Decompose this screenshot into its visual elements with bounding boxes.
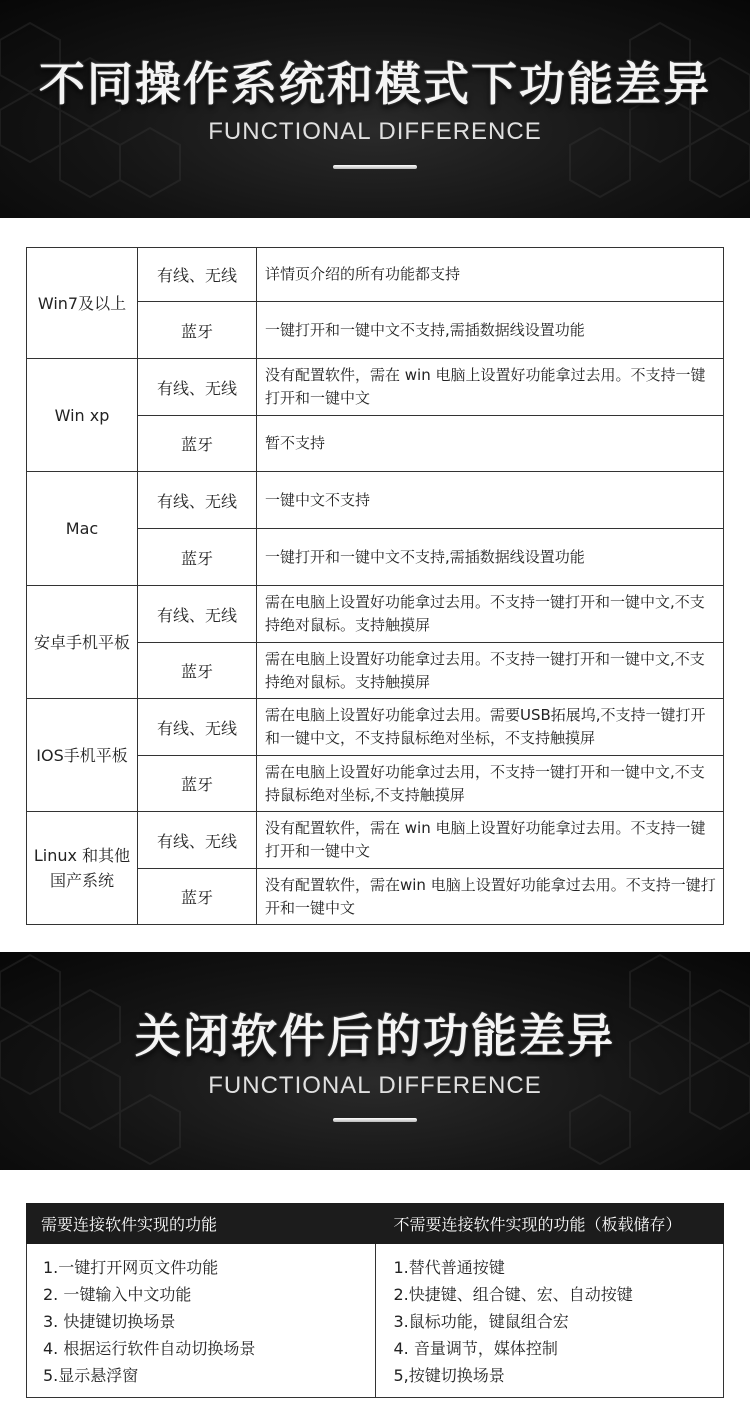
- header-needs-software: 需要连接软件实现的功能: [27, 1204, 376, 1244]
- list-item: 4. 音量调节，媒体控制: [393, 1339, 558, 1358]
- section-title: 关闭软件后的功能差异: [135, 1009, 615, 1063]
- offline-functions-table: [26, 1203, 724, 1398]
- list-item: 2.快捷键、组合键、宏、自动按键: [393, 1285, 633, 1304]
- title-underline: [333, 1118, 417, 1122]
- os-name-cell: Linux 和其他国产系统: [27, 812, 138, 925]
- table-row: [27, 472, 724, 529]
- list-item: 5,按键切换场景: [393, 1366, 505, 1385]
- description-cell: 需在电脑上设置好功能拿过去用，不支持一键打开和一键中文,不支持鼠标绝对坐标,不支持触摸屏: [257, 756, 724, 812]
- mode-cell: 有线、无线: [138, 472, 257, 529]
- description-cell: 一键中文不支持: [257, 472, 724, 529]
- description-cell: 详情页介绍的所有功能都支持: [257, 248, 724, 302]
- description-cell: 一键打开和一键中文不支持,需插数据线设置功能: [257, 302, 724, 359]
- table-row: [27, 699, 724, 756]
- description-cell: 暂不支持: [257, 416, 724, 472]
- os-name-cell: Win7及以上: [27, 248, 138, 359]
- table-row: [27, 248, 724, 302]
- list-item: 3. 快捷键切换场景: [43, 1312, 176, 1331]
- mode-cell: 有线、无线: [138, 248, 257, 302]
- mode-cell: 蓝牙: [138, 869, 257, 925]
- description-cell: 没有配置软件，需在win 电脑上设置好功能拿过去用。不支持一键打开和一键中文: [257, 869, 724, 925]
- section-banner-os-differences: [0, 0, 750, 218]
- mode-cell: 蓝牙: [138, 416, 257, 472]
- list-item: 2. 一键输入中文功能: [43, 1285, 192, 1304]
- list-item: 5.显示悬浮窗: [43, 1366, 139, 1385]
- os-name-cell: Mac: [27, 472, 138, 586]
- os-compatibility-table: [26, 247, 724, 925]
- list-item: 1.一键打开网页文件功能: [43, 1258, 219, 1277]
- section-subtitle: FUNCTIONAL DIFFERENCE: [208, 1072, 542, 1099]
- table-row: [27, 1244, 724, 1398]
- description-cell: 一键打开和一键中文不支持,需插数据线设置功能: [257, 529, 724, 586]
- needs-software-list: [27, 1244, 376, 1398]
- page-title: 不同操作系统和模式下功能差异: [39, 57, 711, 111]
- list-item: 4. 根据运行软件自动切换场景: [43, 1339, 256, 1358]
- description-cell: 没有配置软件，需在 win 电脑上设置好功能拿过去用。不支持一键打开和一键中文: [257, 359, 724, 416]
- title-underline: [333, 165, 417, 169]
- description-cell: 需在电脑上设置好功能拿过去用。不支持一键打开和一键中文,不支持绝对鼠标。支持触摸屏: [257, 643, 724, 699]
- mode-cell: 有线、无线: [138, 812, 257, 869]
- description-cell: 需在电脑上设置好功能拿过去用。需要USB拓展坞,不支持一键打开和一键中文，不支持鼠标绝对坐标，不支持触摸屏: [257, 699, 724, 756]
- mode-cell: 有线、无线: [138, 586, 257, 643]
- mode-cell: 蓝牙: [138, 643, 257, 699]
- list-item: 1.替代普通按键: [393, 1258, 505, 1277]
- mode-cell: 蓝牙: [138, 756, 257, 812]
- list-item: 3.鼠标功能，键鼠组合宏: [393, 1312, 569, 1331]
- mode-cell: 蓝牙: [138, 529, 257, 586]
- table-row: [27, 586, 724, 643]
- table-header-row: [27, 1204, 724, 1244]
- table-row: [27, 359, 724, 416]
- os-name-cell: Win xp: [27, 359, 138, 472]
- description-cell: 需在电脑上设置好功能拿过去用。不支持一键打开和一键中文,不支持绝对鼠标。支持触摸屏: [257, 586, 724, 643]
- os-name-cell: 安卓手机平板: [27, 586, 138, 699]
- section-banner-offline-differences: [0, 952, 750, 1170]
- mode-cell: 蓝牙: [138, 302, 257, 359]
- mode-cell: 有线、无线: [138, 359, 257, 416]
- description-cell: 没有配置软件，需在 win 电脑上设置好功能拿过去用。不支持一键打开和一键中文: [257, 812, 724, 869]
- page-subtitle: FUNCTIONAL DIFFERENCE: [208, 118, 542, 145]
- header-no-software: 不需要连接软件实现的功能（板载储存）: [375, 1204, 724, 1244]
- onboard-storage-list: [375, 1244, 724, 1398]
- mode-cell: 有线、无线: [138, 699, 257, 756]
- os-name-cell: IOS手机平板: [27, 699, 138, 812]
- table-row: [27, 812, 724, 869]
